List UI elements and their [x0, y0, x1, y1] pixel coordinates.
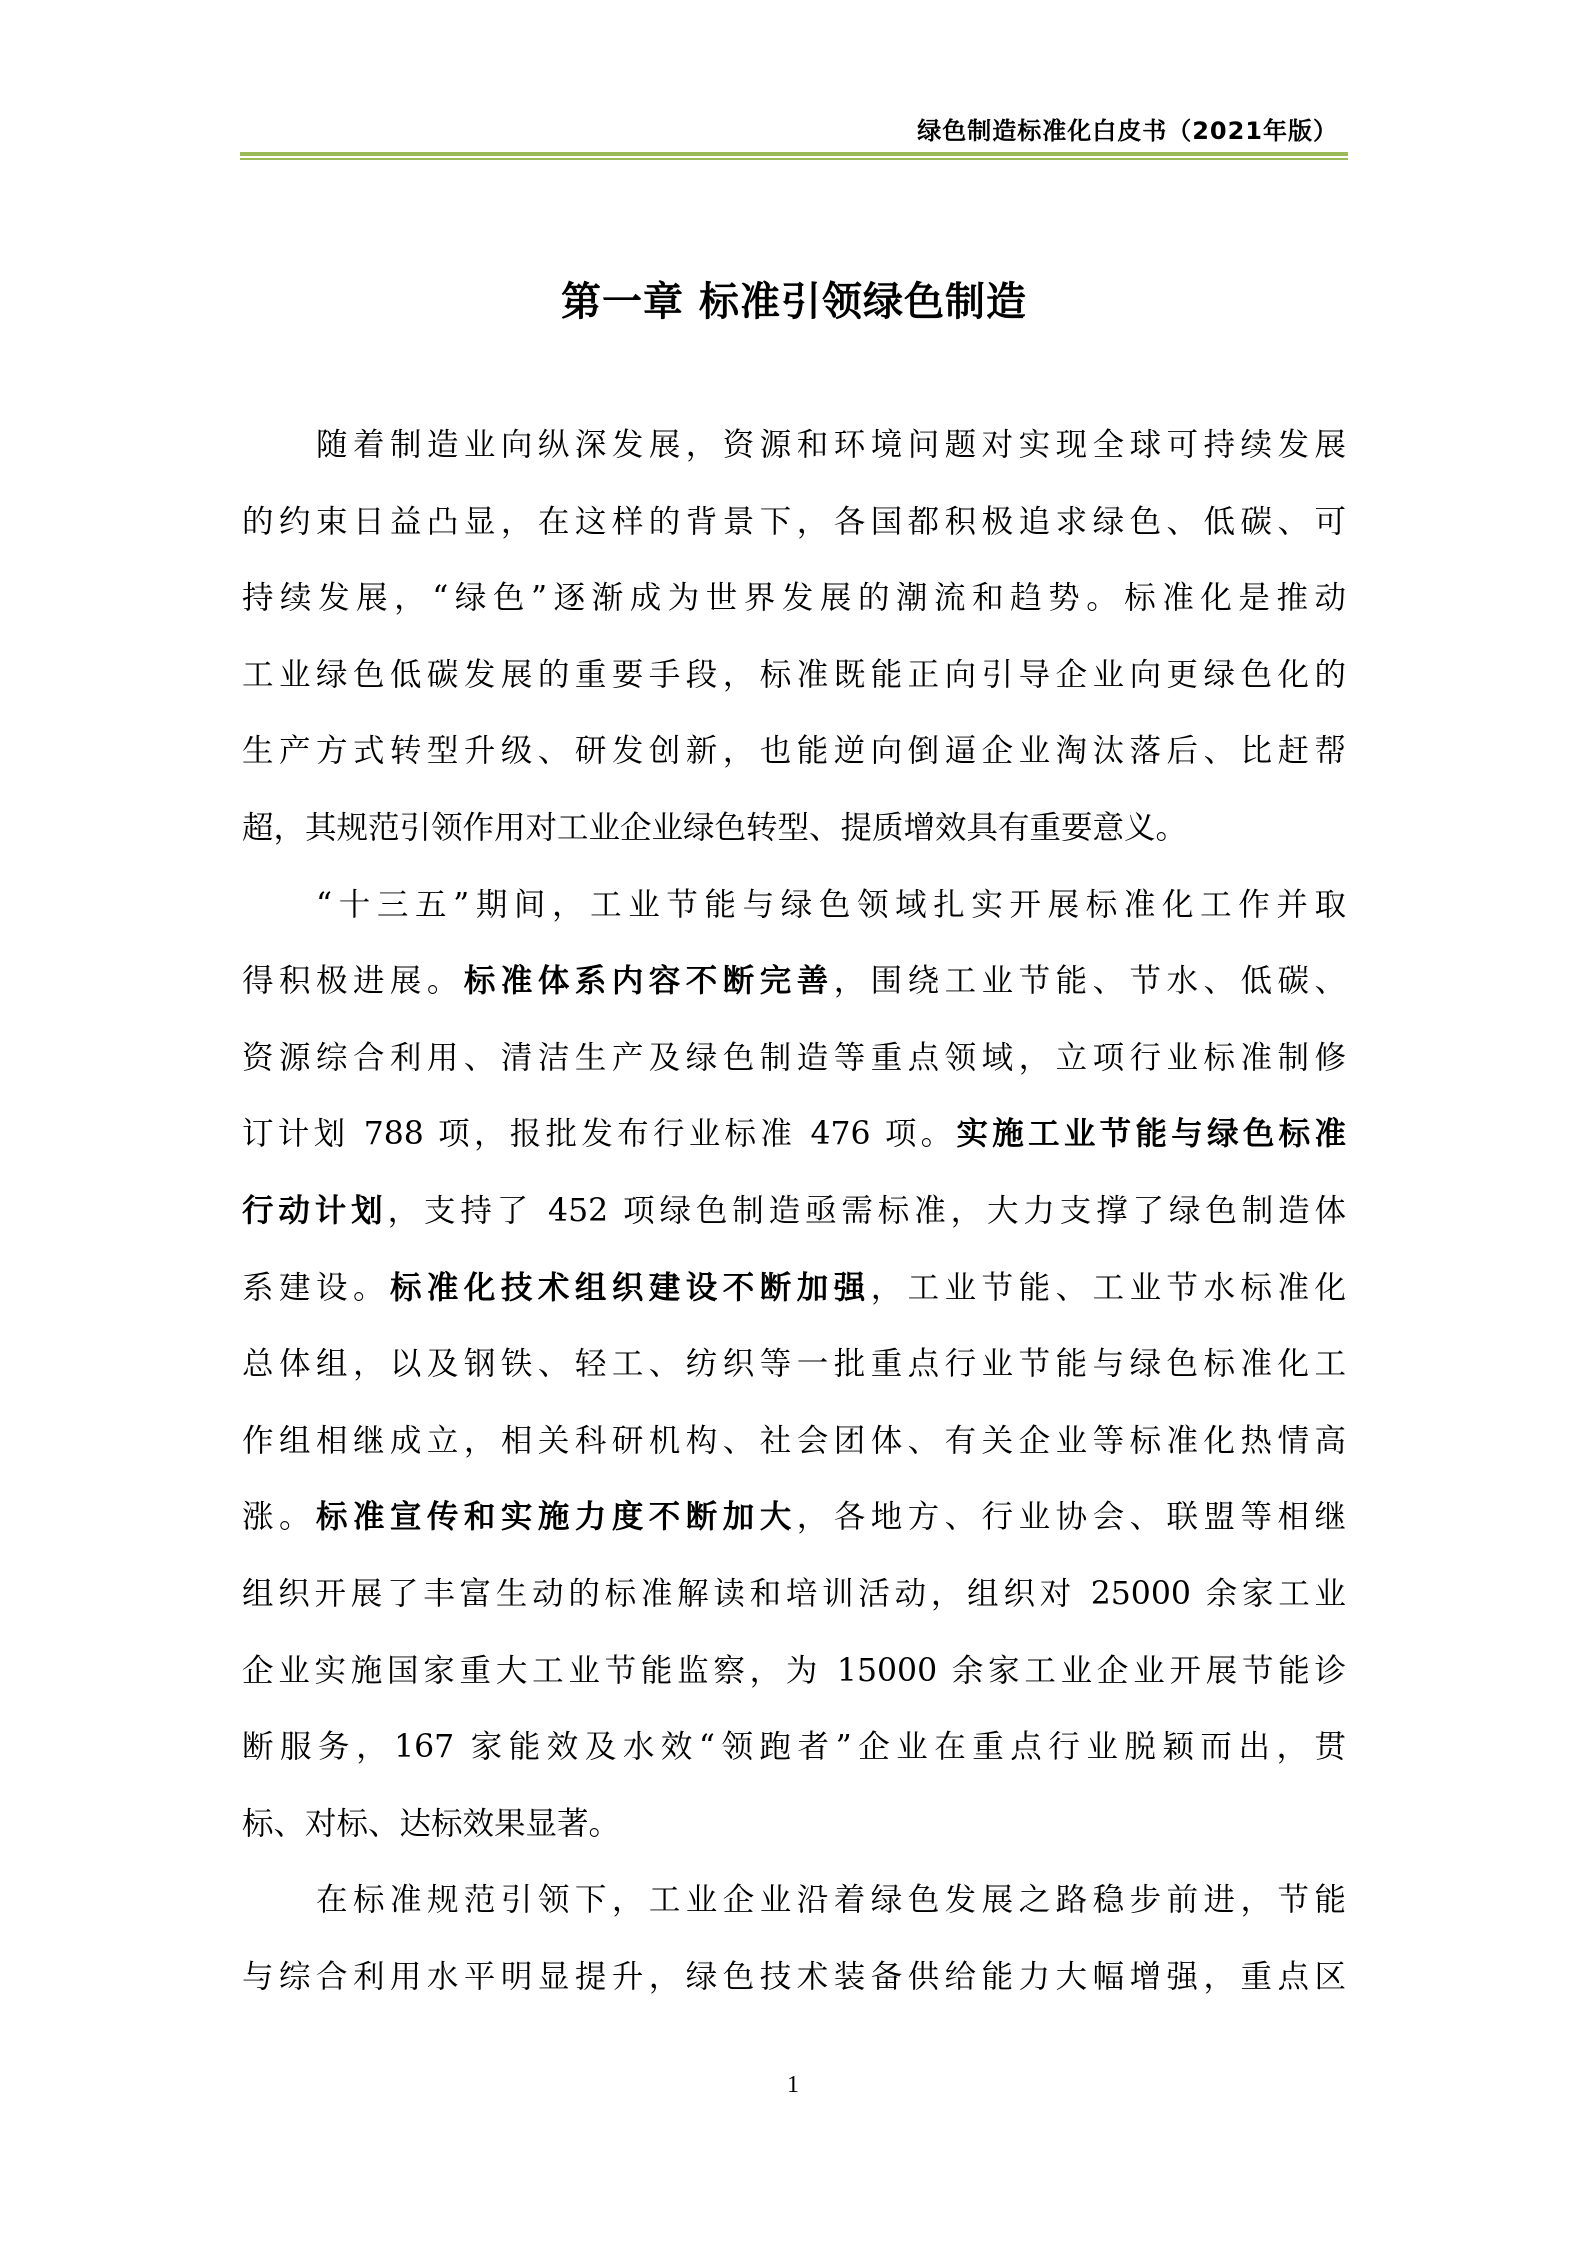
paragraph — [242, 407, 1346, 867]
text-line — [242, 1096, 1346, 1173]
chapter-title: 第一章 标准引领绿色制造 — [561, 279, 1027, 325]
text-run: 系建设。 — [242, 1269, 390, 1306]
text-run: 工业绿色低碳发展的重要手段，标准既能正向引导企业向更绿色化的 — [242, 656, 1346, 693]
text-run: 作组相继成立，相关科研机构、社会团体、有关企业等标准化热情高 — [242, 1422, 1346, 1459]
bold-phrase: 标准宣传和实施力度不断加大 — [315, 1499, 797, 1536]
text-line — [242, 943, 1346, 1020]
text-line — [242, 1173, 1346, 1250]
text-line — [242, 790, 1346, 867]
text-line — [242, 1862, 1346, 1939]
text-run: 与综合利用水平明显提升，绿色技术装备供给能力大幅增强，重点区 — [242, 1958, 1346, 1995]
text-line — [242, 637, 1346, 714]
text-run: 总体组，以及钢铁、轻工、纺织等一批重点行业节能与绿色标准化工 — [242, 1346, 1346, 1383]
body-text — [242, 407, 1346, 2015]
bold-phrase: 实施工业节能与绿色标准 — [956, 1116, 1346, 1153]
text-line — [242, 1556, 1346, 1633]
text-run: 的约束日益凸显，在这样的背景下，各国都积极追求绿色、低碳、可 — [242, 503, 1346, 540]
bold-phrase: 标准体系内容不断完善 — [463, 963, 834, 1000]
text-run: 涨。 — [242, 1499, 316, 1536]
text-line — [242, 867, 1346, 944]
header-rule-thick — [240, 152, 1348, 156]
text-run: 生产方式转型升级、研发创新，也能逆向倒逼企业淘汰落后、比赶帮 — [242, 733, 1346, 770]
text-line — [242, 1326, 1346, 1403]
text-line — [242, 1939, 1346, 2016]
text-run: ，围绕工业节能、节水、低碳、 — [833, 963, 1346, 1000]
text-run: 组织开展了丰富生动的标准解读和培训活动，组织对 25000 余家工业 — [242, 1575, 1346, 1612]
text-run: 在标准规范引领下，工业企业沿着绿色发展之路稳步前进，节能 — [316, 1882, 1346, 1919]
text-line — [242, 1020, 1346, 1097]
running-header — [240, 112, 1348, 162]
text-run: 订计划 788 项，报批发布行业标准 476 项。 — [242, 1116, 957, 1153]
text-line — [242, 1786, 1346, 1863]
header-title: 绿色制造标准化白皮书（2021年版） — [917, 117, 1338, 145]
text-line — [242, 1633, 1346, 1710]
text-run: ，工业节能、工业节水标准化 — [870, 1269, 1346, 1306]
text-run: 断服务，167 家能效及水效“领跑者”企业在重点行业脱颖而出，贯 — [242, 1729, 1346, 1766]
text-run: ，各地方、行业协会、联盟等相继 — [796, 1499, 1346, 1536]
text-line — [242, 713, 1346, 790]
text-line — [242, 1250, 1346, 1327]
bold-phrase: 行动计划 — [242, 1192, 388, 1229]
text-line — [242, 484, 1346, 561]
text-run: 超，其规范引领作用对工业企业绿色转型、提质增效具有重要意义。 — [242, 809, 1188, 846]
text-run: 企业实施国家重大工业节能监察，为 15000 余家工业企业开展节能诊 — [242, 1652, 1346, 1689]
text-line — [242, 407, 1346, 484]
text-run: 随着制造业向纵深发展，资源和环境问题对实现全球可持续发展 — [316, 427, 1346, 463]
paragraph — [242, 1862, 1346, 2015]
paragraph — [242, 867, 1346, 1863]
text-line — [242, 1709, 1346, 1786]
text-run: 标、对标、达标效果显著。 — [242, 1805, 621, 1842]
text-line — [242, 1403, 1346, 1480]
text-line — [242, 560, 1346, 637]
text-run: 资源综合利用、清洁生产及绿色制造等重点领域，立项行业标准制修 — [242, 1039, 1346, 1076]
header-rule-thin — [240, 158, 1348, 160]
text-run: “十三五”期间，工业节能与绿色领域扎实开展标准化工作并取 — [316, 886, 1346, 923]
text-line — [242, 1479, 1346, 1556]
bold-phrase: 标准化技术组织建设不断加强 — [389, 1269, 871, 1306]
text-run: 得积极进展。 — [242, 963, 464, 1000]
page-number: 1 — [787, 2072, 799, 2098]
text-run: ，支持了 452 项绿色制造亟需标准，大力支撑了绿色制造体 — [387, 1192, 1346, 1229]
text-run: 持续发展，“绿色”逐渐成为世界发展的潮流和趋势。标准化是推动 — [242, 580, 1346, 617]
